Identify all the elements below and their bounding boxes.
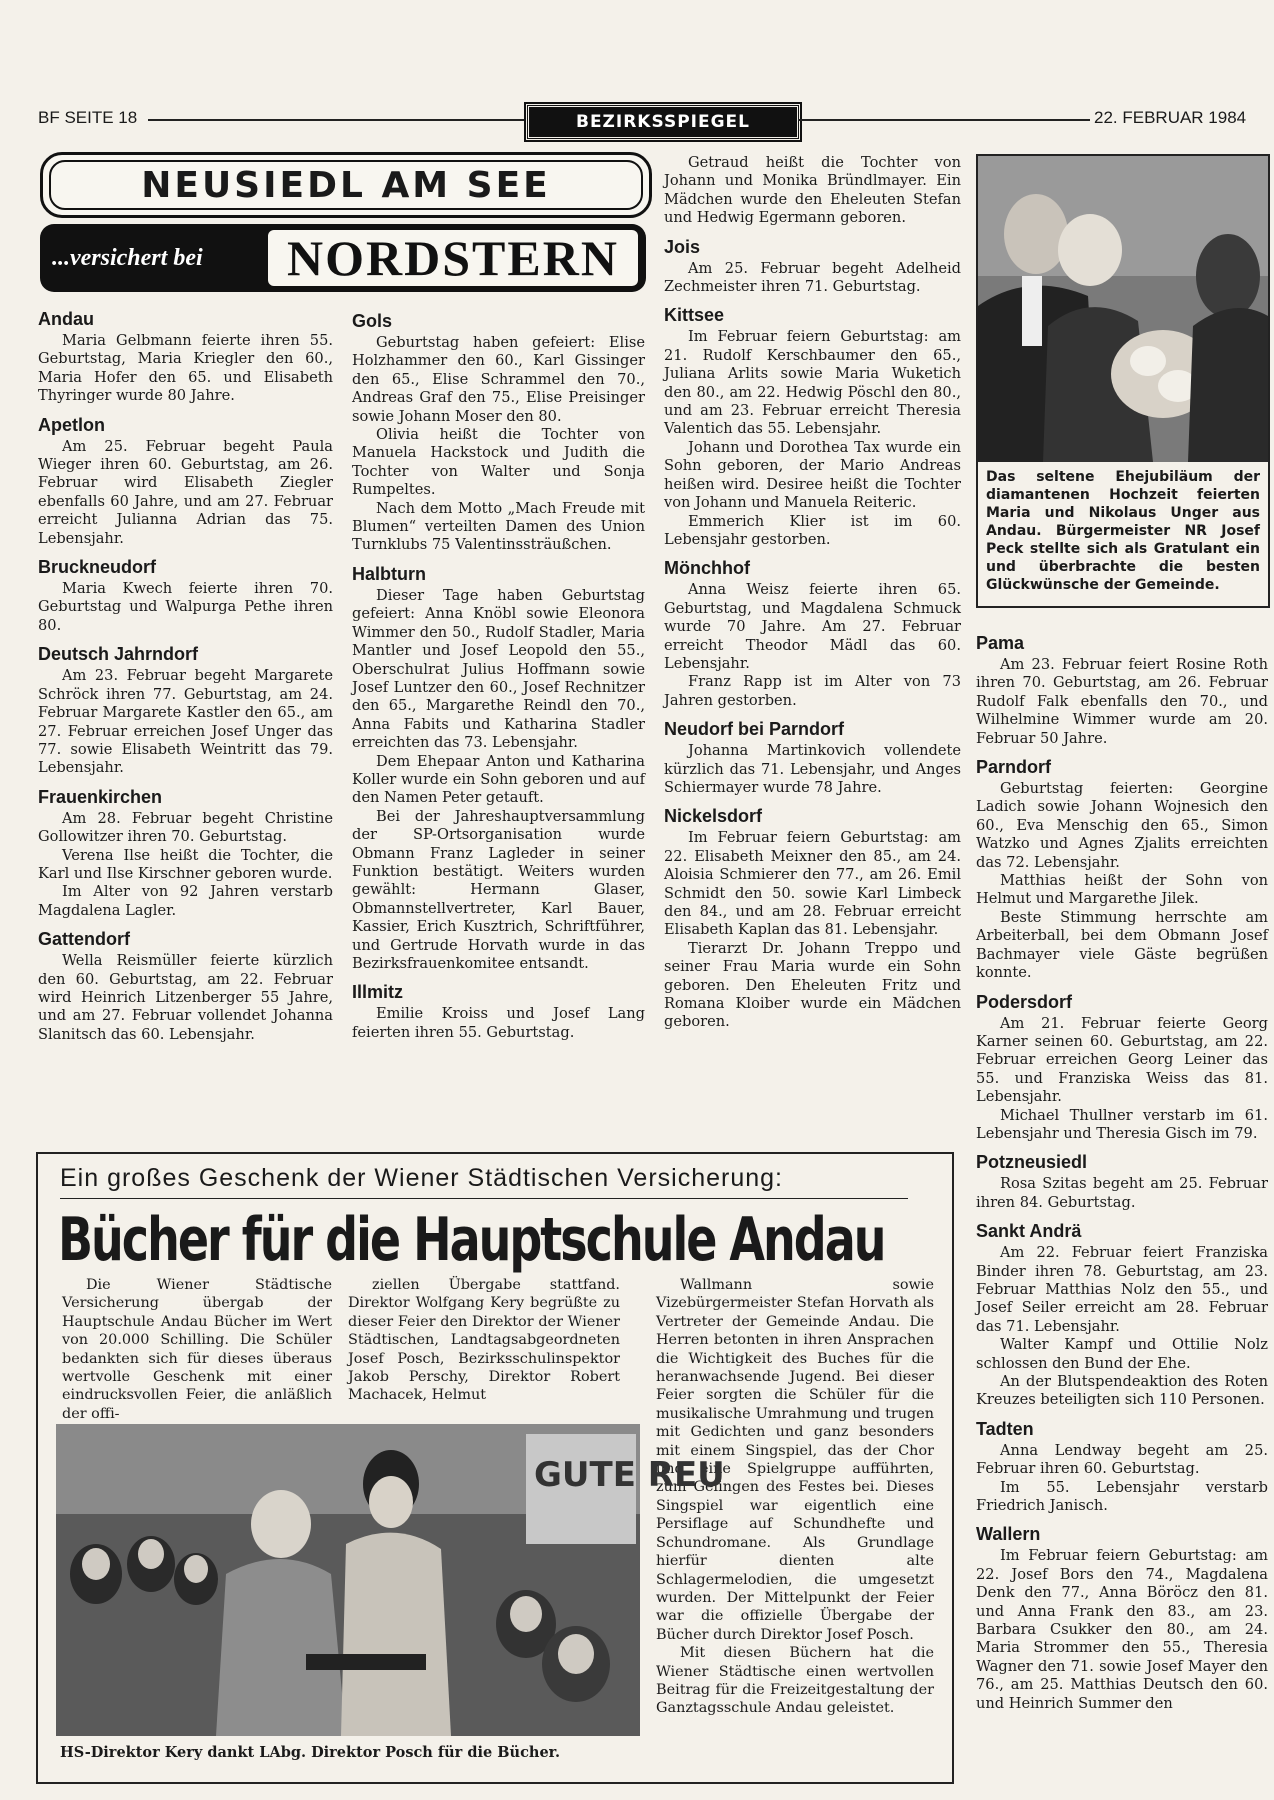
jubilee-photo-image xyxy=(978,156,1268,462)
town-heading: Jois xyxy=(664,236,701,257)
town-heading: Parndorf xyxy=(976,757,1052,778)
town-heading: Bruckneudorf xyxy=(38,557,157,578)
column-4 xyxy=(976,632,1268,1713)
news-paragraph: Tierarzt Dr. Johann Treppo und seiner Frau Maria wurde ein Sohn geboren. Den Eheleuten Fritz und Romana Kloiber wurde ein Mädchen geboren. xyxy=(664,939,961,1031)
town-heading: Potzneusiedl xyxy=(976,1152,1088,1173)
news-paragraph: Maria Gelbmann feierte ihren 55. Geburtstag, Maria Kriegler den 60., Maria Hofer den 65. und Elisabeth Thyringer wurde 80 Jahre. xyxy=(38,332,333,405)
news-paragraph: Wella Reismüller feierte kürzlich den 60. Geburtstag, am 22. Februar wird Heinrich Litzenberger 55 Jahre, und am 27. Februar vollendet Johanna Slanitsch das 60. Lebensjahr. xyxy=(38,952,333,1043)
feature-paragraph: Mit diesen Büchern hat die Wiener Städtische einen wertvollen Beitrag für die Freizeitgestaltung der Ganztagsschule Andau geleistet. xyxy=(656,1645,934,1717)
news-paragraph: Johanna Martinkovich vollendete kürzlich das 71. Lebensjahr, und Anges Schiermayer wurde 78 Jahre. xyxy=(664,742,961,796)
banner-text: GUTE REU xyxy=(534,1455,725,1495)
town-heading: Pama xyxy=(976,633,1025,653)
feature-column-3 xyxy=(656,1276,934,1718)
jubilee-caption: Das seltene Ehejubiläum der diamantenen Hochzeit feierten Maria und Nikolaus Unger aus Andau. Bürgermeister NR Josef Peck stellte sich als Gratulant ein und überbrachte die besten Glückwünsche der Gemeinde. xyxy=(986,469,1260,593)
town-heading: Kittsee xyxy=(664,305,725,326)
news-paragraph: Matthias heißt der Sohn von Helmut und Margarethe Jilek. xyxy=(976,872,1268,908)
news-paragraph: Maria Kwech feierte ihren 70. Geburtstag und Walpurga Pethe ihren 80. xyxy=(38,580,333,634)
news-paragraph: Dem Ehepaar Anton und Katharina Koller wurde ein Sohn geboren und auf den Namen Peter getauft. xyxy=(352,752,645,807)
news-paragraph: Im Februar feiern Geburtstag: am 22. Josef Bors den 74., Magdalena Denk den 77., Anna Böröcz den 81. und Anna Frank den 83., am 23. Barbara Csukker den 80., am 24. Maria Strommer den 55., Theresia Wagner den 71. sowie Josef Mayer den 76., am 25. Matthias Deutsch den 60. und Heinrich Summer den xyxy=(976,1547,1268,1712)
news-paragraph: Am 23. Februar feiert Rosine Roth ihren 70. Geburtstag, am 26. Februar Rudolf Falk ebenfalls den 70., und Wilhelmine Wimmer wurde am 20. Februar 50 Jahre. xyxy=(976,656,1268,747)
town-heading: Wallern xyxy=(976,1524,1041,1545)
town-heading: Halbturn xyxy=(352,563,426,584)
town-title: NEUSIEDL AM SEE xyxy=(49,160,643,210)
news-paragraph: Emilie Kroiss und Josef Lang feierten ihren 55. Geburtstag. xyxy=(352,1005,645,1041)
news-paragraph: Verena Ilse heißt die Tochter, die Karl und Ilse Kirschner geboren wurde. xyxy=(38,846,333,882)
feature-paragraph: ziellen Übergabe stattfand. Direktor Wolfgang Kery begrüßte zu dieser Feier den Direktor der Wiener Städtischen, Landtagsabgeordneten Josef Posch, Bezirksschulinspektor Jakob Perschy, Direktor Robert Machacek, Helmut xyxy=(348,1277,620,1404)
news-paragraph: Getraud heißt die Tochter von Johann und Monika Bründlmayer. Ein Mädchen wurde den Eheleuten Stefan und Hedwig Egermann geboren. xyxy=(664,154,961,227)
news-paragraph: Anna Lendway begeht am 25. Februar ihren 60. Geburtstag. xyxy=(976,1441,1268,1478)
news-paragraph: Im Februar feiern Geburtstag: am 22. Elisabeth Meixner den 85., am 24. Aloisia Schmierer den 77., am 26. Emil Schmidt den 50. sowie Karl Limbeck den 84., und am 28. Februar erreicht Elisabeth Kaplan das 81. Lebensjahr. xyxy=(664,829,961,939)
town-heading: Podersdorf xyxy=(976,991,1073,1012)
header-rule-left xyxy=(148,119,524,121)
news-paragraph: Michael Thullner verstarb im 61. Lebensjahr und Theresia Gisch im 79. xyxy=(976,1106,1268,1142)
news-paragraph: Am 25. Februar begeht Paula Wieger ihren 60. Geburtstag, am 26. Februar wird Elisabeth Ziegler ebenfalls 60 Jahre, und am 27. Februar erreicht Julianna Adrian das 75. Lebensjahr. xyxy=(38,437,333,547)
town-heading: Tadten xyxy=(976,1418,1034,1439)
news-paragraph: Am 25. Februar begeht Adelheid Zechmeister ihren 71. Geburtstag. xyxy=(664,259,961,296)
town-heading: Gattendorf xyxy=(38,929,130,950)
news-paragraph: Olivia heißt die Tochter von Manuela Hackstock und Judith die Tochter von Walter und Sonja Rumpeltes. xyxy=(352,426,645,499)
section-label xyxy=(526,104,800,140)
sponsor-banner xyxy=(40,224,646,292)
news-paragraph: Am 23. Februar begeht Margarete Schröck ihren 77. Geburtstag, am 24. Februar Margarete Kastler den 65., am 27. Februar erreichen Josef Unger das 77. sowie Elisabeth Weintritt das 79. Lebensjahr. xyxy=(38,667,333,777)
section-text: BEZIRKSSPIEGEL xyxy=(575,112,750,132)
issue-date: 22. FEBRUAR 1984 xyxy=(1094,108,1247,127)
school-photo xyxy=(56,1424,725,1736)
news-paragraph: Nach dem Motto „Mach Freude mit Blumen“ verteilten Damen des Union Turnklubs 75 Valentinssträußchen. xyxy=(352,499,645,554)
feature-column-2 xyxy=(348,1276,620,1405)
news-paragraph: Dieser Tage haben Geburtstag gefeiert: Anna Knöbl sowie Eleonora Wimmer den 50., Rudolf Stadler, Maria Mantler und Josef Leopold den 55., Oberschulrat Julius Hoffmann sowie Josef Luntzer den 60., Josef Rechnitzer den 65., Margarethe Reindl den 70., Anna Fabits und Katharina Stadler erreichten das 73. Lebensjahr. xyxy=(352,586,645,752)
kicker-underline xyxy=(60,1198,908,1199)
sponsor-logo: NORDSTERN xyxy=(268,230,638,286)
town-heading: Mönchhof xyxy=(664,558,750,579)
news-paragraph: Am 21. Februar feierte Georg Karner seinen 60. Geburtstag, am 22. Februar erreichen Georg Leiner das 55. und Franziska Weiss das 81. Lebensjahr. xyxy=(976,1014,1268,1106)
news-paragraph: Am 22. Februar feiert Franziska Binder ihren 78. Geburtstag, am 23. Februar Matthias Nolz den 55., und Josef Seiler erreicht am 28. Februar das 71. Lebensjahr. xyxy=(976,1244,1268,1335)
town-heading: Gols xyxy=(352,311,393,331)
news-paragraph: Bei der Jahreshauptversammlung der SP-Ortsorganisation wurde Obmann Franz Lagleder in seiner Funktion bestätigt. Weiters wurden gewählt: Hermann Glaser, Obmannstellvertreter, Karl Bauer, Kassier, Erich Kusztrich, Schriftführer, und Gertrude Horvath wurde in das Bezirksfrauenkomitee entsandt. xyxy=(352,807,645,972)
column-2 xyxy=(352,310,645,1042)
feature-column-1 xyxy=(62,1276,332,1423)
news-paragraph: Johann und Dorothea Tax wurde ein Sohn geboren, der Mario Andreas heißen wird. Desiree heißt die Tochter von Johann und Manuela Reiteric. xyxy=(664,438,961,512)
town-title-box xyxy=(40,152,652,218)
jubilee-photo xyxy=(978,156,1268,462)
school-caption: HS-Direktor Kery dankt LAbg. Direktor Posch für die Bücher. xyxy=(60,1744,561,1761)
news-paragraph: Beste Stimmung herrschte am Arbeiterball, bei dem Obmann Josef Bachmayer viele Gäste begrüßen konnte. xyxy=(976,908,1268,982)
news-paragraph: Rosa Szitas begeht am 25. Februar ihren 84. Geburtstag. xyxy=(976,1175,1268,1211)
news-paragraph: Anna Weisz feierte ihren 65. Geburtstag, und Magdalena Schmuck wurde 70 Jahre. Am 27. Februar erreicht Theodor Mädl das 60. Lebensjahr. xyxy=(664,581,961,672)
town-heading: Frauenkirchen xyxy=(38,786,163,807)
town-heading: Andau xyxy=(38,309,94,329)
news-paragraph: Am 28. Februar begeht Christine Gollowitzer ihren 70. Geburtstag. xyxy=(38,809,333,846)
news-paragraph: Im Alter von 92 Jahren verstarb Magdalena Lagler. xyxy=(38,883,333,919)
feature-paragraph: Wallmann sowie Vizebürgermeister Stefan Horvath als Vertreter der Gemeinde Andau. Die Herren betonten in ihren Ansprachen die Wichtigkeit des Buches für die heranwachsende Jugend. Bei dieser Feier sorgten die Schüler für die musikalische Umrahmung und trugen mit Gedichten und ganz besonders mit einem Singspiel, das der Chor und eine Spielgruppe aufführten, zum Gelingen des Festes bei. Dieses Singspiel war eigentlich eine Persiflage auf Schundhefte und Schundromane. Als Grundlage hierfür dienten alte Schlagermelodien, die umgesetzt wurden. Der Mittelpunkt der Feier war die offizielle Übergabe der Bücher durch Direktor Josef Posch. xyxy=(656,1277,934,1643)
news-paragraph: Im 55. Lebensjahr verstarb Friedrich Janisch. xyxy=(976,1478,1268,1515)
news-paragraph: Geburtstag haben gefeiert: Elise Holzhammer den 60., Karl Gissinger den 65., Elise Schrammel den 70., Andreas Graf den 75., Elise Preisinger sowie Johann Moser den 80. xyxy=(352,334,645,425)
feature-kicker: Ein großes Geschenk der Wiener Städtischen Versicherung: xyxy=(60,1164,784,1192)
news-paragraph: Im Februar feiern Geburtstag: am 21. Rudolf Kerschbaumer den 65., Juliana Arlits sowie Maria Wuketich den 80., am 22. Hedwig Pöschl den 80., und am 23. Februar erreicht Theresia Valentich das 55. Lebensjahr. xyxy=(664,328,961,438)
town-heading: Sankt Andrä xyxy=(976,1221,1082,1242)
town-heading: Apetlon xyxy=(38,414,105,435)
town-heading: Nickelsdorf xyxy=(664,806,763,827)
column-1 xyxy=(38,308,333,1044)
news-paragraph: Emmerich Klier ist im 60. Lebensjahr gestorben. xyxy=(664,512,961,548)
header-rule-right xyxy=(798,119,1090,121)
town-heading: Deutsch Jahrndorf xyxy=(38,644,199,665)
school-photo-image xyxy=(56,1424,725,1736)
news-paragraph: An der Blutspendeaktion des Roten Kreuzes beteiligten sich 110 Personen. xyxy=(976,1373,1268,1409)
sponsor-prefix: ...versichert bei xyxy=(52,244,203,271)
column-3 xyxy=(664,154,961,1032)
page-label: BF SEITE 18 xyxy=(38,108,138,127)
feature-headline: Bücher für die Hauptschule Andau xyxy=(58,1204,885,1275)
feature-paragraph: Die Wiener Städtische Versicherung übergab der Hauptschule Andau Bücher im Wert von 20.000 Schilling. Die Schüler bedankten sich für dieses überaus wertvolle Geschenk mit einer eindrucksvollen Feier, die anläßlich der offi- xyxy=(62,1277,332,1422)
town-heading: Illmitz xyxy=(352,982,404,1003)
news-paragraph: Walter Kampf und Ottilie Nolz schlossen den Bund der Ehe. xyxy=(976,1336,1268,1372)
jubilee-photo-frame xyxy=(976,154,1270,608)
town-heading: Neudorf bei Parndorf xyxy=(664,719,845,740)
news-paragraph: Franz Rapp ist im Alter von 73 Jahren gestorben. xyxy=(664,673,961,709)
feature-box xyxy=(36,1152,954,1784)
news-paragraph: Geburtstag feierten: Georgine Ladich sowie Johann Wojnesich den 60., Eva Menschig den 65., Simon Watzko und Agnes Zjalits erreichten das 72. Lebensjahr. xyxy=(976,780,1268,871)
